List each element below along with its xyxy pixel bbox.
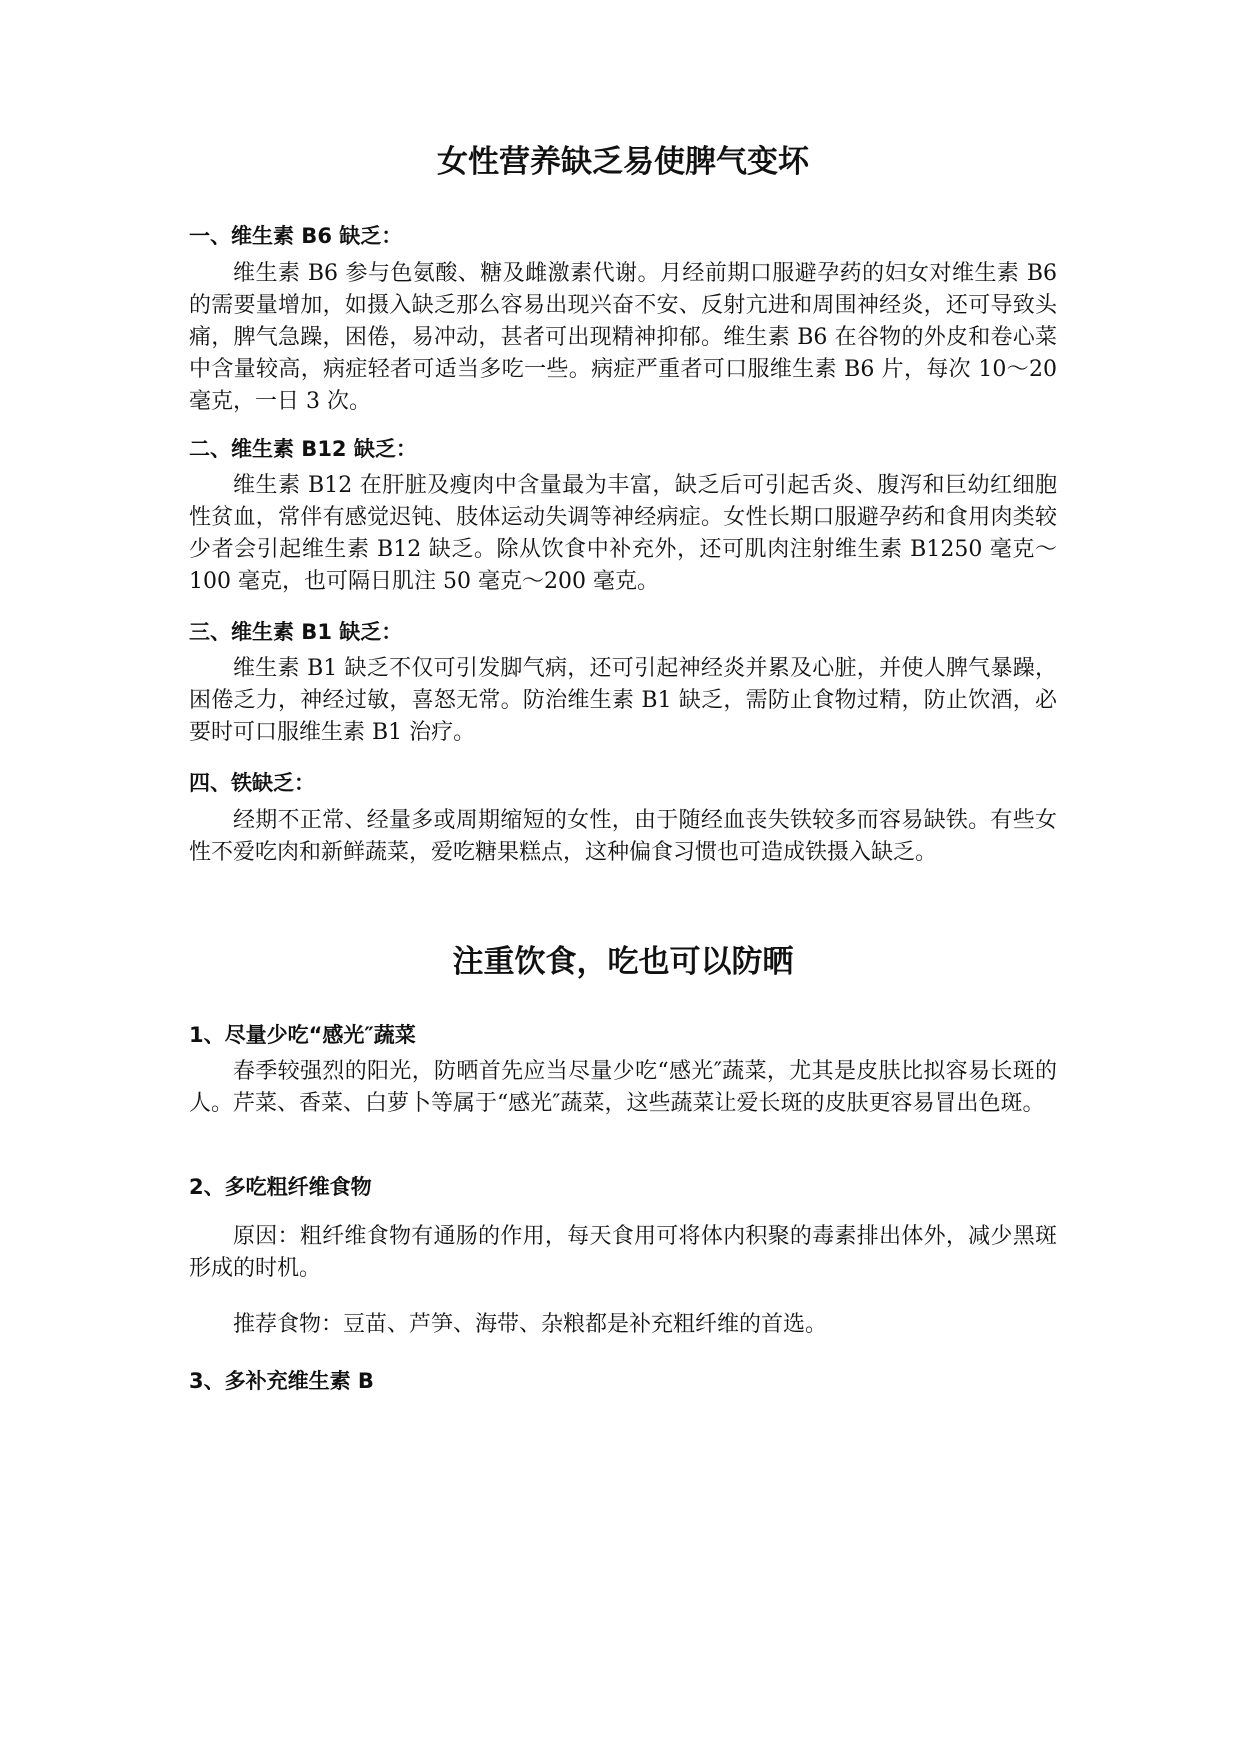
section-heading-b1: 三、维生素 B1 缺乏： <box>189 620 403 644</box>
article-title-2: 注重饮食，吃也可以防晒 <box>452 944 794 980</box>
item-reason-2: 原因：粗纤维食物有通肠的作用，每天食用可将体内积聚的毒素排出体外，减少黑斑形成的时机。 <box>189 1224 1057 1281</box>
section-body-b1: 维生素 B1 缺乏不仅可引发脚气病，还可引起神经炎并累及心脏，并使人脾气暴躁，困倦乏力，神经过敏，喜怒无常。防治维生素 B1 缺乏，需防止食物过精，防止饮酒，必要时可口服维生素 B1 治疗。 <box>189 656 1057 745</box>
item-heading-3: 3、多补充维生素 B <box>189 1369 374 1393</box>
section-body-iron: 经期不正常、经量多或周期缩短的女性，由于随经血丧失铁较多而容易缺铁。有些女性不爱吃肉和新鲜蔬菜，爱吃糖果糕点，这种偏食习惯也可造成铁摄入缺乏。 <box>189 808 1057 865</box>
item-body-1: 春季较强烈的阳光，防晒首先应当尽量少吃“感光″蔬菜，尤其是皮肤比拟容易长斑的人。芹菜、香菜、白萝卜等属于“感光″蔬菜，这些蔬菜让爱长斑的皮肤更容易冒出色斑。 <box>189 1059 1057 1116</box>
item-heading-2: 2、多吃粗纤维食物 <box>189 1175 372 1199</box>
item-foods-2: 推荐食物：豆苗、芦笋、海带、杂粮都是补充粗纤维的首选。 <box>233 1312 828 1337</box>
section-body-b6: 维生素 B6 参与色氨酸、糖及雌激素代谢。月经前期口服避孕药的妇女对维生素 B6 的需要量增加，如摄入缺乏那么容易出现兴奋不安、反射亢进和周围神经炎，还可导致头痛，脾气急躁，困倦，易冲动，甚者可出现精神抑郁。维生素 B6 在谷物的外皮和卷心菜中含量较高，病症轻者可适当多吃一些。病症严重者可口服维生素 B6 片，每次 10～20 毫克，一日 3 次。 <box>189 261 1057 414</box>
article-title: 女性营养缺乏易使脾气变坏 <box>437 144 809 180</box>
section-heading-b12: 二、维生素 B12 缺乏： <box>189 437 417 461</box>
item-heading-1: 1、尽量少吃“感光″蔬菜 <box>189 1023 416 1047</box>
section-heading-iron: 四、铁缺乏： <box>189 771 315 795</box>
section-body-b12: 维生素 B12 在肝脏及瘦肉中含量最为丰富，缺乏后可引起舌炎、腹泻和巨幼红细胞性贫血，常伴有感觉迟钝、肢体运动失调等神经病症。女性长期口服避孕药和食用肉类较少者会引起维生素 B12 缺乏。除从饮食中补充外，还可肌肉注射维生素 B1250 毫克～100 毫克，也可隔日肌注 50 毫克～200 毫克。 <box>189 473 1057 594</box>
section-heading-b6: 一、维生素 B6 缺乏： <box>189 224 403 248</box>
